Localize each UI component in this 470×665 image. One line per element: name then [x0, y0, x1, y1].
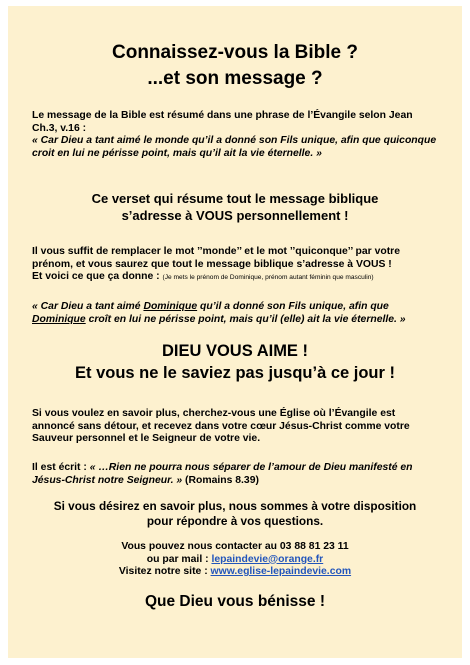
contact-block	[32, 541, 438, 579]
example-note: (Je mets le prénom de Dominique, prénom autant féminin que masculin)	[162, 274, 374, 282]
personal-paragraph	[32, 246, 438, 285]
love-line-2: Et vous ne le saviez pas jusqu’à ce jour !	[74, 364, 396, 382]
personal-quote-part-1: « Car Dieu a tant aimé	[32, 301, 144, 312]
flyer-page	[8, 6, 462, 658]
title-line-2: ...et son message ?	[147, 68, 323, 89]
title-line-1: Connaissez-vous la Bible ?	[112, 42, 358, 63]
intro-quote: « Car Dieu a tant aimé le monde qu’il a donné son Fils unique, afin que quiconque croit en lui ne périsse point, mais qu’il ait la vie éternelle. »	[32, 135, 437, 159]
example-label: Et voici ce que ça donne :	[32, 271, 160, 283]
contact-phone: Vous pouvez nous contacter au 03 88 81 23 11	[121, 541, 349, 552]
disposition-heading	[32, 499, 438, 529]
blessing: Que Dieu vous bénisse !	[144, 593, 326, 610]
mail-link[interactable]: lepaindevie@orange.fr	[211, 553, 324, 565]
personal-text: Il vous suffit de remplacer le mot ’’monde’’ et le mot ’’quiconque’’ par votre prénom, et vous saurez que tout le message biblique s’adresse à VOUS !	[32, 246, 400, 270]
scripture-paragraph	[32, 462, 438, 487]
site-label: Visitez notre site :	[118, 566, 211, 577]
love-line-1: DIEU VOUS AIME !	[161, 342, 309, 360]
personal-quote-part-3: croît en lui ne périsse point, mais qu’il (elle) ait la vie éternelle. »	[85, 313, 406, 325]
personal-quote	[32, 301, 438, 326]
name-highlight-2: Dominique	[32, 313, 86, 325]
verse-heading	[32, 190, 438, 224]
more-text: Si vous voulez en savoir plus, cherchez-vous une Église où l’Évangile est annoncé sans détour, et recevez dans votre cœur Jésus-Christ comme votre Sauveur personnel et le Seigneur de votre vie.	[32, 408, 410, 445]
disposition-line-1: Si vous désirez en savoir plus, nous sommes à votre disposition	[53, 499, 417, 513]
written-quote: « …Rien ne pourra nous séparer de l’amour de Dieu manifesté en Jésus-Christ notre Seigneur. »	[32, 462, 413, 486]
verse-heading-line-1: Ce verset qui résume tout le message biblique	[91, 191, 379, 206]
page-title	[32, 40, 438, 92]
more-paragraph	[32, 408, 438, 446]
mail-label: ou par mail :	[146, 553, 212, 565]
name-highlight-1: Dominique	[143, 301, 198, 312]
written-ref: (Romains 8.39)	[182, 474, 259, 486]
site-link[interactable]: www.eglise-lepaindevie.com	[210, 566, 352, 577]
intro-paragraph	[32, 110, 438, 160]
personal-quote-part-2: qu’il a donné son Fils unique, afin que	[197, 301, 389, 312]
verse-heading-line-2: s’adresse à VOUS personnellement !	[121, 208, 349, 223]
intro-text: Le message de la Bible est résumé dans une phrase de l’Évangile selon Jean Ch.3, v.16 :	[32, 110, 413, 134]
love-heading	[32, 340, 438, 384]
disposition-line-2: pour répondre à vos questions.	[146, 514, 324, 528]
written-label: Il est écrit :	[32, 462, 90, 473]
